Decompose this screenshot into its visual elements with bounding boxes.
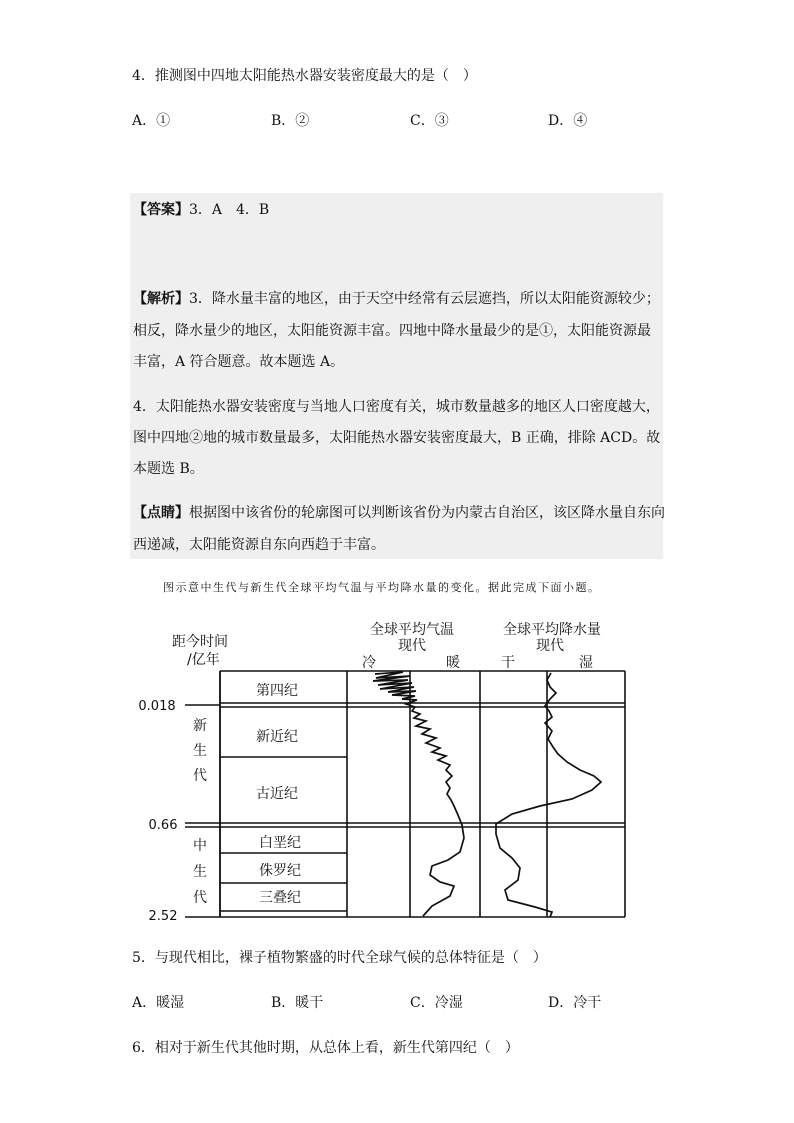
- tick-252: 2.52: [148, 909, 178, 924]
- tip-line-2: 西递减，太阳能资源自东向西趋于丰富。: [133, 537, 385, 553]
- temp-warm-label: 暖: [446, 655, 460, 671]
- tip-tag: 【点睛】: [133, 505, 189, 521]
- q4-option-c: C．③: [410, 113, 449, 129]
- period-quaternary: 第四纪: [256, 683, 298, 699]
- era-cenozoic-2: 生: [193, 743, 207, 759]
- q5-option-d: D．冷干: [548, 995, 602, 1011]
- analysis4-line-2: 图中四地②地的城市数量最多，太阳能热水器安装密度最大，B 正确，排除 ACD。故: [133, 430, 661, 446]
- figure-caption: 图示意中生代与新生代全球平均气温与平均降水量的变化。据此完成下面小题。: [163, 581, 601, 594]
- time-axis-title-2: /亿年: [187, 652, 220, 668]
- temp-modern-label: 现代: [398, 638, 426, 654]
- q4-option-a: A．①: [132, 113, 171, 129]
- analysis-line-3: 丰富，A 符合题意。故本题选 A。: [133, 354, 345, 370]
- precip-title: 全球平均降水量: [503, 622, 601, 638]
- precip-modern-label: 现代: [536, 638, 564, 654]
- tip-text-1: 根据图中该省份的轮廓图可以判断该省份为内蒙古自治区，该区降水量自东向: [189, 505, 665, 521]
- temp-title: 全球平均气温: [370, 622, 454, 638]
- analysis4-line-1: 4．太阳能热水器安装密度与当地人口密度有关，城市数量越多的地区人口密度越大，: [133, 399, 660, 415]
- precip-dry-label: 干: [501, 655, 515, 671]
- period-triassic: 三叠纪: [259, 890, 301, 906]
- climate-figure: [120, 610, 640, 925]
- period-cretaceous: 白垩纪: [259, 835, 301, 851]
- temperature-curve: [373, 672, 464, 916]
- precipitation-curve: [496, 673, 601, 917]
- analysis-text-1: 3．降水量丰富的地区，由于天空中经常有云层遮挡，所以太阳能资源较少；: [189, 291, 660, 307]
- precip-wet-label: 湿: [579, 655, 593, 671]
- era-mesozoic-1: 中: [193, 838, 207, 854]
- era-mesozoic-2: 生: [193, 864, 207, 880]
- tick-0018: 0.018: [138, 699, 176, 714]
- time-axis-title-1: 距今时间: [172, 634, 228, 650]
- q5-option-b: B．暖干: [271, 995, 324, 1011]
- era-cenozoic-1: 新: [193, 718, 207, 734]
- q4-stem: 4．推测图中四地太阳能热水器安装密度最大的是（ ）: [132, 68, 477, 84]
- era-cenozoic-3: 代: [193, 768, 207, 784]
- analysis-line-1: [133, 290, 660, 308]
- answer-text: 3．A 4．B: [189, 202, 270, 218]
- period-paleogene: 古近纪: [256, 786, 298, 802]
- q6-stem: 6．相对于新生代其他时期，从总体上看，新生代第四纪（ ）: [132, 1040, 519, 1056]
- answer-tag: 【答案】: [133, 202, 189, 218]
- q5-stem: 5．与现代相比，裸子植物繁盛的时代全球气候的总体特征是（ ）: [132, 950, 547, 966]
- q5-option-a: A．暖湿: [132, 995, 185, 1011]
- period-jurassic: 侏罗纪: [259, 863, 301, 879]
- era-mesozoic-3: 代: [193, 890, 207, 906]
- q5-option-c: C．冷湿: [410, 995, 463, 1011]
- tick-066: 0.66: [148, 818, 178, 833]
- analysis-line-2: 相反，降水量少的地区，太阳能资源丰富。四地中降水量最少的是①，太阳能资源最: [133, 323, 651, 339]
- analysis-tag: 【解析】: [133, 291, 189, 307]
- q4-option-b: B．②: [271, 113, 310, 129]
- period-neogene: 新近纪: [256, 729, 298, 745]
- q4-option-d: D．④: [548, 113, 588, 129]
- analysis4-line-3: 本题选 B。: [133, 461, 204, 477]
- temp-cold-label: 冷: [362, 655, 376, 671]
- tip-line-1: [133, 504, 665, 522]
- answer-line: [133, 201, 269, 219]
